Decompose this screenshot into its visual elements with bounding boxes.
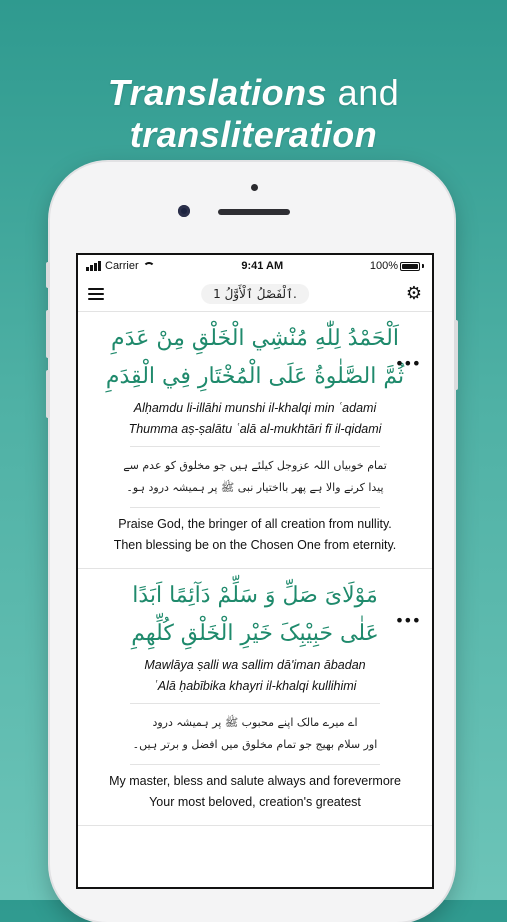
urdu-line-2: پیدا کرنے والا ہے پھر بااختیار نبی ﷺ پر ہمیشہ درود ہو۔ [126,481,384,494]
wifi-icon [143,262,155,271]
earpiece-speaker [218,209,290,215]
app-screen [76,253,434,889]
status-bar [78,255,432,277]
sensor-dot [251,184,258,191]
headline-and: and [337,72,400,113]
urdu-line-1: اے میرے مالک اپنے محبوب ﷺ پر ہمیشہ درود [152,716,358,729]
transliteration-line-2: ʿAlā ḥabībika khayri il-khalqi kullihimi [153,679,357,693]
navigation-bar [78,277,432,312]
battery-icon [400,262,420,271]
headline-transliteration: transliteration [129,114,378,155]
promo-headline [0,72,507,156]
volume-down-button [46,370,50,418]
more-dots-icon[interactable]: ••• [394,354,420,373]
battery-percent: 100% [369,260,398,272]
headline-translations: Translations [107,72,328,113]
signal-icon [86,261,101,271]
urdu-line-1: تمام خوبیاں اللہ عزوجل کیلئے ہیں جو مخلوق کو عدم سے [123,459,387,472]
volume-up-button [46,310,50,358]
gear-icon[interactable]: ⚙ [405,283,422,304]
verse-card [78,569,432,826]
transliteration-line-2: Thumma aṣ-ṣalātu ʿalā al-mukhtāri fī il-qidami [128,422,382,436]
transliteration-line-1: Mawlāya ṣalli wa sallim dā'iman ābadan [144,658,366,672]
arabic-line-2: عَلٰی حَبِیْبِکَ خَیْرِ الْخَلْقِ کُلِّهِمِ [131,621,379,646]
clock: 9:41 AM [241,260,284,272]
hamburger-icon[interactable] [88,288,104,300]
english-line-1: My master, bless and salute always and forevermore [109,774,401,788]
power-button [454,320,458,390]
english-line-2: Then blessing be on the Chosen One from eternity. [113,538,397,552]
verse-card [78,312,432,569]
urdu-line-2: اور سلام بھیج جو تمام مخلوق میں افضل و برتر ہیں۔ [132,738,378,751]
arabic-line-2: ثُمَّ الصَّلٰوةُ عَلَى الْمُخْتَارِ فِي الْقِدَمِ [105,364,405,389]
mute-switch [46,262,50,288]
english-line-1: Praise God, the bringer of all creation from nullity. [118,517,392,531]
verse-list[interactable] [78,312,432,888]
english-line-2: Your most beloved, creation's greatest [149,795,361,809]
front-camera [178,205,190,217]
arabic-line-1: اَلْحَمْدُ لِلّٰهِ مُنْشِي الْخَلْقِ مِنْ عَدَمِ [111,326,399,351]
chapter-title[interactable]: ٱلْفَصْلُ ٱلْأَوَّلُ 1. [201,284,309,304]
carrier-label: Carrier [105,260,139,272]
more-dots-icon[interactable]: ••• [394,611,420,630]
transliteration-line-1: Alḥamdu li-illāhi munshi il-khalqi min ʿadami [133,401,377,415]
arabic-line-1: مَوْلَایَ صَلِّ وَ سَلِّمْ دَآئِمًا اَبَدًا [132,583,378,608]
